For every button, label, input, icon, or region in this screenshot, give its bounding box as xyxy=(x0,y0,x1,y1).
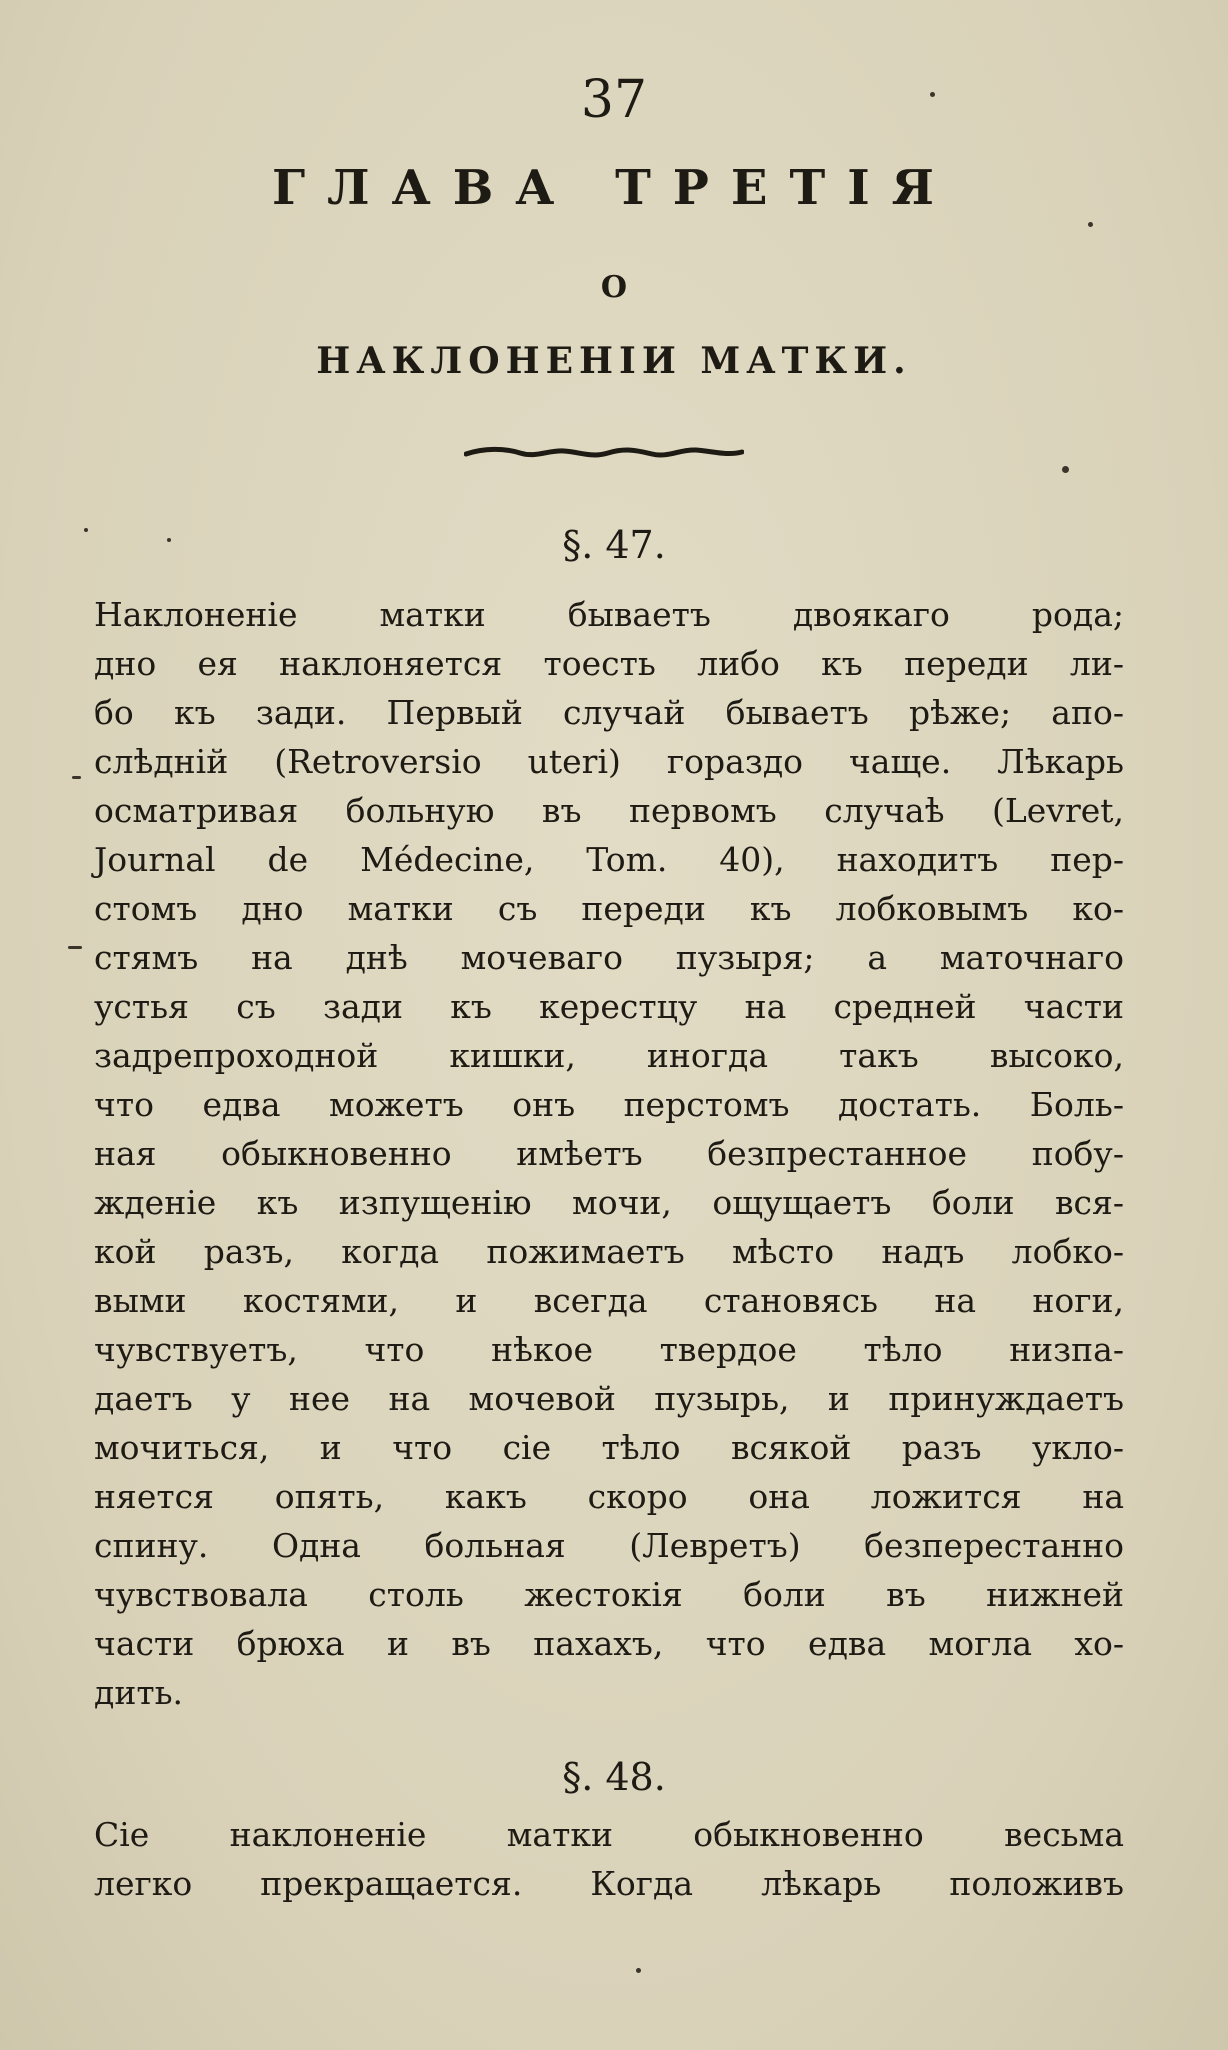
text-line: дить. xyxy=(94,1673,184,1712)
text-line: мочиться, и что сіе тѣло всякой разъ укло- xyxy=(94,1428,1124,1467)
text-line: бо къ зади. Первый случай бываетъ рѣже; апо- xyxy=(94,693,1124,732)
paragraph-section-47 xyxy=(94,590,1124,1717)
text-line: устья съ зади къ керестцу на средней части xyxy=(94,987,1124,1026)
text-line: даетъ у нее на мочевой пузырь, и принуждаетъ xyxy=(94,1379,1124,1418)
text-line: осматривая больную въ первомъ случаѣ (Levret, xyxy=(94,791,1124,830)
text-line: выми костями, и всегда становясь на ноги, xyxy=(94,1281,1124,1320)
text-line: спину. Одна больная (Левретъ) безперестанно xyxy=(94,1526,1124,1565)
text-line: Сіе наклоненіе матки обыкновенно весьма xyxy=(94,1815,1124,1854)
ink-speck xyxy=(1088,222,1093,227)
ink-speck xyxy=(930,92,935,97)
chapter-preposition: О xyxy=(600,270,628,305)
text-line: Journal de Médecine, Tom. 40), находитъ пер- xyxy=(94,840,1124,879)
text-line: стямъ на днѣ мочеваго пузыря; а маточнаго xyxy=(94,938,1124,977)
ink-speck xyxy=(1062,466,1069,473)
chapter-subject: НАКЛОНЕНІИ МАТКИ. xyxy=(316,340,912,382)
text-line: легко прекращается. Когда лѣкарь положивъ xyxy=(94,1864,1124,1903)
text-line: няется опять, какъ скоро она ложится на xyxy=(94,1477,1124,1516)
ornament-divider xyxy=(464,438,744,468)
text-line: части брюха и въ пахахъ, что едва могла хо- xyxy=(94,1624,1124,1663)
text-line: Наклоненіе матки бываетъ двоякаго рода; xyxy=(94,595,1124,634)
ink-speck xyxy=(68,946,82,949)
text-line: ная обыкновенно имѣетъ безпрестанное побу- xyxy=(94,1134,1124,1173)
text-line: чувствуетъ, что нѣкое твердое тѣло низпа- xyxy=(94,1330,1124,1369)
paragraph-section-48 xyxy=(94,1810,1124,1908)
text-line: кой разъ, когда пожимаетъ мѣсто надъ лобко- xyxy=(94,1232,1124,1271)
section-heading-48: §. 48. xyxy=(562,1755,666,1799)
text-line: чувствовала столь жестокія боли въ нижней xyxy=(94,1575,1124,1614)
chapter-title: ГЛАВА ТРЕТІЯ xyxy=(272,160,956,216)
text-line: что едва можетъ онъ перстомъ достать. Боль- xyxy=(94,1085,1124,1124)
text-line: дно ея наклоняется тоесть либо къ переди ли- xyxy=(94,644,1124,683)
ink-speck xyxy=(167,538,171,542)
ink-speck xyxy=(636,1968,641,1973)
ink-speck xyxy=(72,776,81,779)
text-line: слѣдній (Retroversio uteri) гораздо чаще. Лѣкарь xyxy=(94,742,1124,781)
text-line: задрепроходной кишки, иногда такъ высоко, xyxy=(94,1036,1124,1075)
text-line: стомъ дно матки съ переди къ лобковымъ ко- xyxy=(94,889,1124,928)
text-line: жденіе къ изпущенію мочи, ощущаетъ боли вся- xyxy=(94,1183,1124,1222)
section-heading-47: §. 47. xyxy=(562,523,666,567)
ink-speck xyxy=(84,528,88,532)
page-number: 37 xyxy=(580,70,648,130)
